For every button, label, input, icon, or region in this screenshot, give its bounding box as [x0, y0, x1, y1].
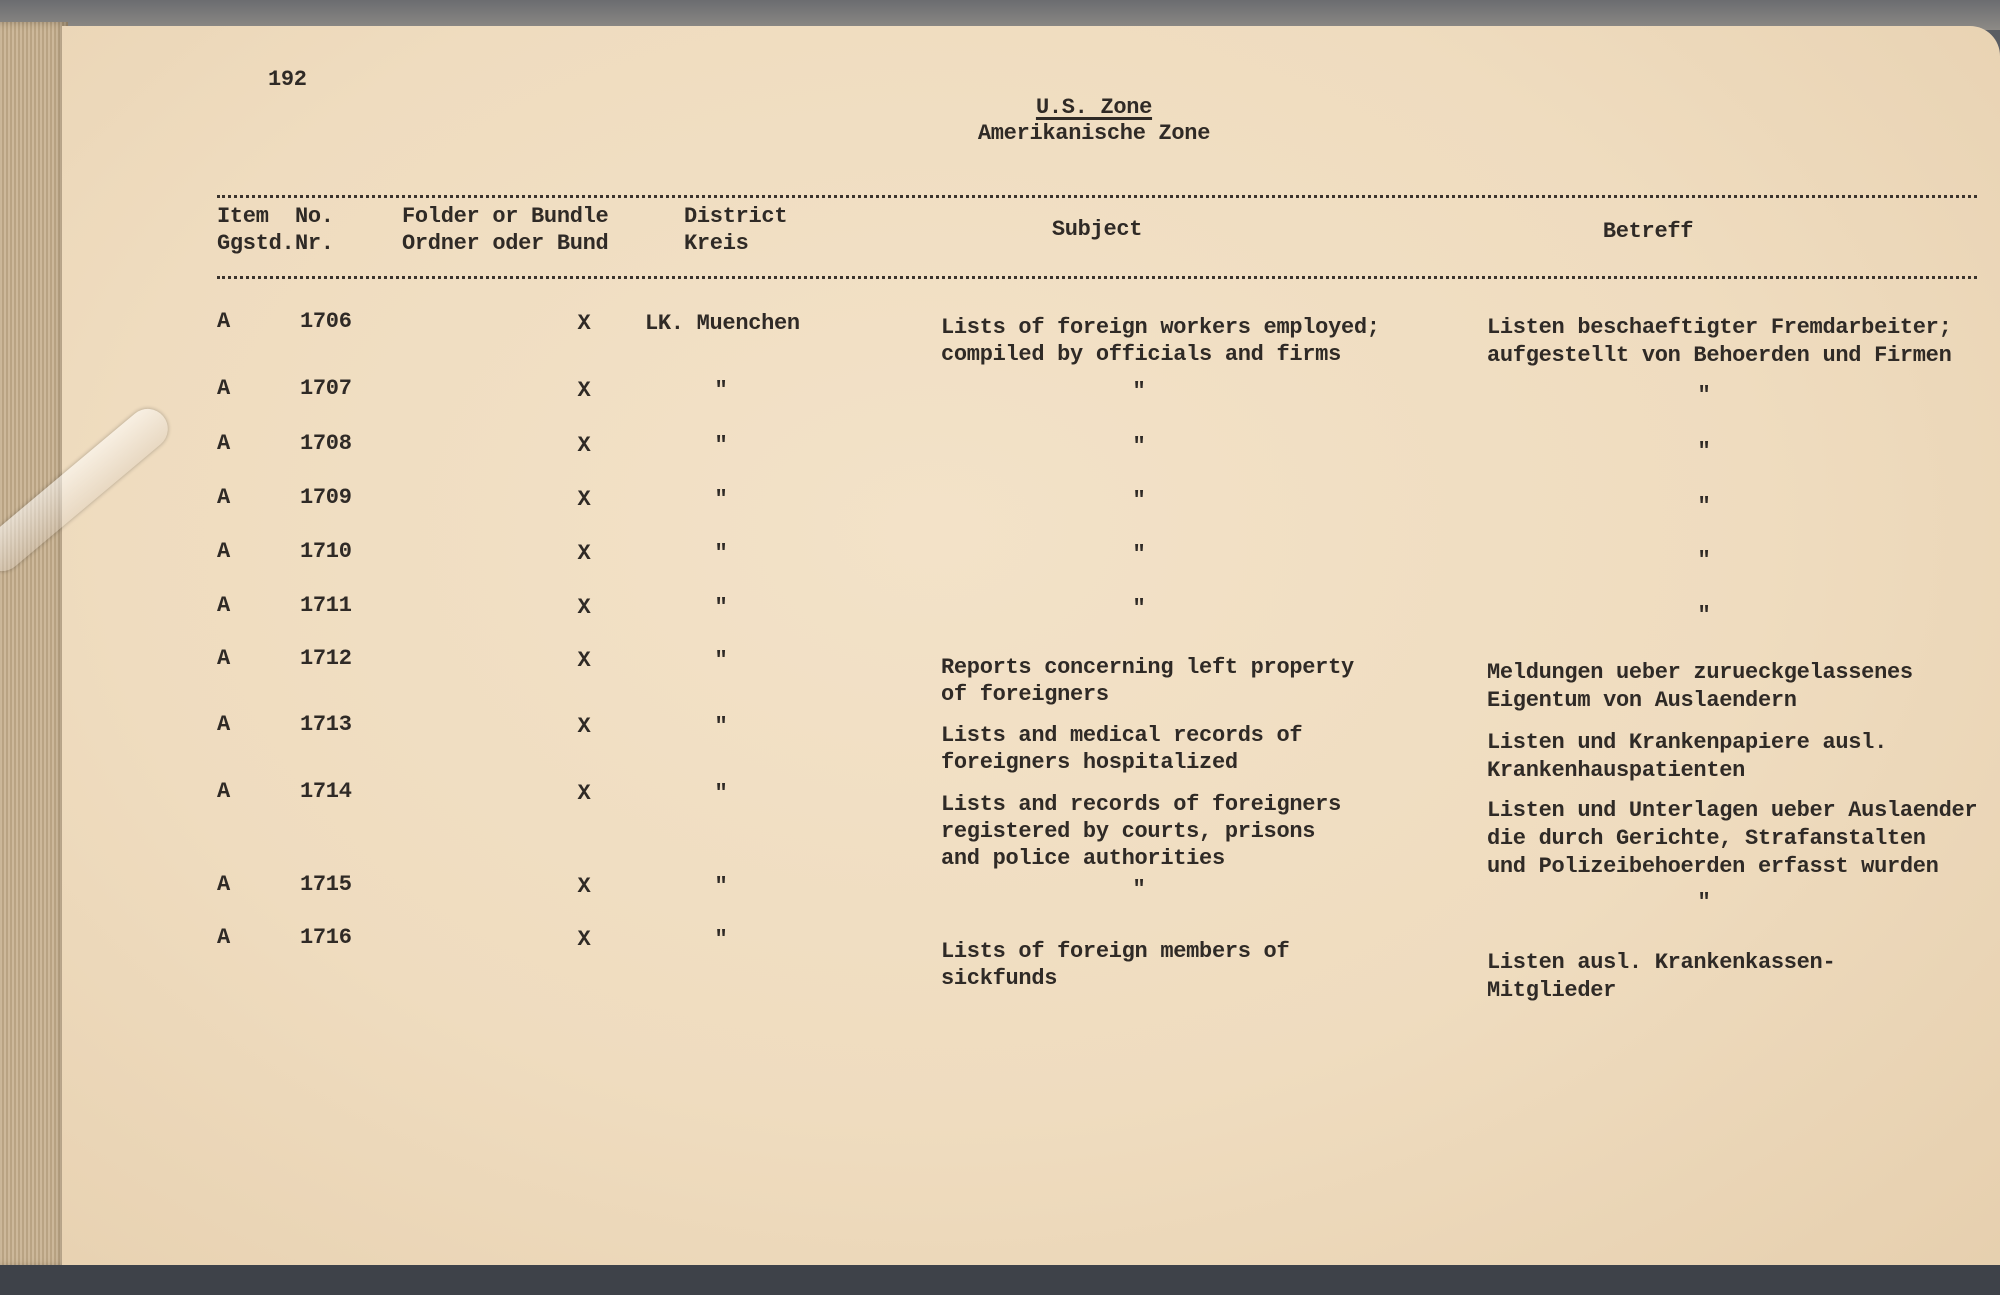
- row-folder-mark: X: [577, 311, 591, 336]
- row-district-ditto: ": [714, 927, 728, 952]
- header-no: No.: [295, 204, 334, 229]
- row-subject-line: and police authorities: [941, 846, 1225, 871]
- row-subject-line: compiled by officials and firms: [941, 342, 1341, 367]
- row-subject-ditto: ": [1132, 488, 1146, 513]
- row-subject-line: foreigners hospitalized: [941, 750, 1238, 775]
- row-number: 1706: [300, 309, 352, 334]
- row-subject-line: Lists and medical records of: [941, 723, 1303, 748]
- row-betreff-ditto: ": [1697, 548, 1711, 573]
- row-item: A: [217, 925, 230, 950]
- row-subject-line: Reports concerning left property: [941, 655, 1354, 680]
- row-district-ditto: ": [714, 378, 728, 403]
- row-number: 1709: [300, 485, 352, 510]
- row-number: 1707: [300, 376, 352, 401]
- row-subject-line: of foreigners: [941, 682, 1109, 707]
- row-folder-mark: X: [577, 595, 591, 620]
- row-number: 1710: [300, 539, 352, 564]
- row-number: 1708: [300, 431, 352, 456]
- row-betreff-line: Krankenhauspatienten: [1487, 758, 1746, 783]
- row-subject-ditto: ": [1132, 877, 1146, 902]
- row-folder-mark: X: [577, 648, 591, 673]
- row-number: 1716: [300, 925, 352, 950]
- row-betreff-line: die durch Gerichte, Strafanstalten: [1487, 826, 1926, 851]
- row-district: LK. Muenchen: [645, 311, 800, 336]
- row-folder-mark: X: [577, 781, 591, 806]
- row-folder-mark: X: [577, 874, 591, 899]
- row-betreff-ditto: ": [1697, 890, 1711, 915]
- row-betreff-ditto: ": [1697, 439, 1711, 464]
- row-district-ditto: ": [714, 781, 728, 806]
- header-betreff: Betreff: [1602, 219, 1694, 244]
- row-betreff-line: Listen beschaeftigter Fremdarbeiter;: [1487, 315, 1952, 340]
- row-item: A: [217, 431, 230, 456]
- row-item: A: [217, 539, 230, 564]
- header-district: District: [684, 204, 788, 229]
- row-betreff-line: Meldungen ueber zurueckgelassenes: [1487, 660, 1913, 685]
- row-number: 1715: [300, 872, 352, 897]
- row-subject-line: registered by courts, prisons: [941, 819, 1316, 844]
- row-item: A: [217, 779, 230, 804]
- row-district-ditto: ": [714, 648, 728, 673]
- row-betreff-ditto: ": [1697, 494, 1711, 519]
- row-subject-line: Lists of foreign members of: [941, 939, 1290, 964]
- scanner-bottom: [0, 1265, 2000, 1295]
- row-betreff-line: Listen und Unterlagen ueber Auslaender: [1487, 798, 1978, 823]
- row-item: A: [217, 593, 230, 618]
- row-betreff-line: aufgestellt von Behoerden und Firmen: [1487, 343, 1952, 368]
- header-district-de: Kreis: [684, 231, 749, 256]
- row-district-ditto: ": [714, 541, 728, 566]
- header-bottom-rule: [217, 276, 1977, 279]
- row-betreff-line: Listen ausl. Krankenkassen-: [1487, 950, 1836, 975]
- row-item: A: [217, 309, 230, 334]
- row-number: 1714: [300, 779, 352, 804]
- page-number: 192: [268, 67, 307, 92]
- row-subject-ditto: ": [1132, 379, 1146, 404]
- row-betreff-line: und Polizeibehoerden erfasst wurden: [1487, 854, 1939, 879]
- header-item-de: Ggstd.: [217, 231, 295, 256]
- row-betreff-line: Eigentum von Auslaendern: [1487, 688, 1797, 713]
- row-district-ditto: ": [714, 714, 728, 739]
- row-subject-line: Lists of foreign workers employed;: [941, 315, 1380, 340]
- row-item: A: [217, 646, 230, 671]
- page-subtitle: Amerikanische Zone: [977, 121, 1211, 146]
- row-number: 1711: [300, 593, 352, 618]
- row-betreff-ditto: ": [1697, 603, 1711, 628]
- book-page-edges: [0, 22, 68, 1267]
- row-subject-ditto: ": [1132, 434, 1146, 459]
- row-subject-ditto: ": [1132, 542, 1146, 567]
- row-folder-mark: X: [577, 378, 591, 403]
- row-district-ditto: ": [714, 487, 728, 512]
- header-top-rule: [217, 195, 1977, 198]
- header-folder-de: Ordner oder Bund: [402, 231, 609, 256]
- header-item: Item: [217, 204, 269, 229]
- header-subject: Subject: [1051, 217, 1143, 242]
- row-betreff-ditto: ": [1697, 383, 1711, 408]
- row-subject-ditto: ": [1132, 596, 1146, 621]
- row-betreff-line: Listen und Krankenpapiere ausl.: [1487, 730, 1887, 755]
- row-district-ditto: ": [714, 874, 728, 899]
- row-subject-line: sickfunds: [941, 966, 1058, 991]
- row-folder-mark: X: [577, 487, 591, 512]
- row-betreff-line: Mitglieder: [1487, 978, 1617, 1003]
- row-subject-line: Lists and records of foreigners: [941, 792, 1341, 817]
- row-folder-mark: X: [577, 927, 591, 952]
- header-folder: Folder or Bundle: [402, 204, 609, 229]
- page-title: U.S. Zone: [1035, 95, 1153, 120]
- row-folder-mark: X: [577, 433, 591, 458]
- row-item: A: [217, 872, 230, 897]
- header-no-de: Nr.: [295, 231, 334, 256]
- row-district-ditto: ": [714, 433, 728, 458]
- row-number: 1712: [300, 646, 352, 671]
- row-item: A: [217, 376, 230, 401]
- row-folder-mark: X: [577, 714, 591, 739]
- row-district-ditto: ": [714, 595, 728, 620]
- row-number: 1713: [300, 712, 352, 737]
- row-folder-mark: X: [577, 541, 591, 566]
- row-item: A: [217, 712, 230, 737]
- row-item: A: [217, 485, 230, 510]
